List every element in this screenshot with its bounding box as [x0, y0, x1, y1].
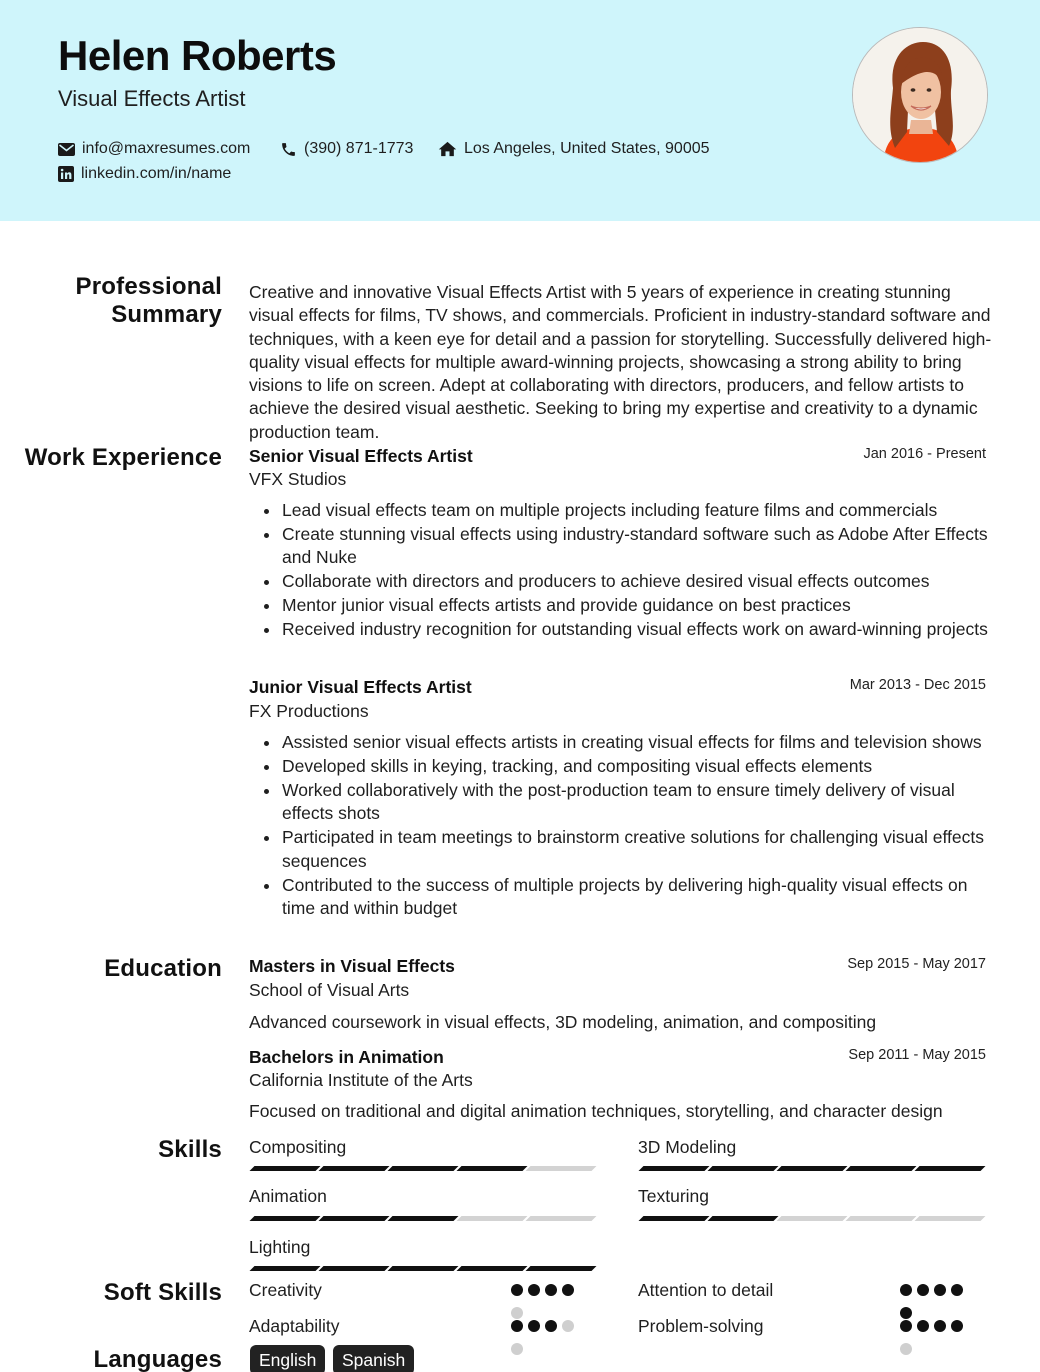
- skill-bar-segment: [319, 1216, 390, 1221]
- email-text: info@maxresumes.com: [82, 140, 251, 157]
- rating-dot: [511, 1320, 523, 1332]
- contact-location: [438, 140, 710, 158]
- rating-dot: [900, 1343, 912, 1355]
- skill-bar: [250, 1216, 597, 1221]
- skill-bar-segment: [319, 1166, 390, 1171]
- language-tag: English: [250, 1345, 325, 1372]
- edu-school: California Institute of the Arts: [249, 1070, 473, 1090]
- rating-dot: [511, 1284, 523, 1296]
- skill-bar: [250, 1166, 597, 1171]
- skill-bar-segment: [319, 1266, 390, 1271]
- edu-description: Focused on traditional and digital animation techniques, storytelling, and character design: [249, 1101, 943, 1121]
- job-bullets: [282, 731, 992, 921]
- section-title-soft-skills: Soft Skills: [103, 1279, 222, 1306]
- rating-dot: [545, 1320, 557, 1332]
- phone-icon: [280, 141, 297, 158]
- rating-dot: [562, 1320, 574, 1332]
- soft-skill-rating: [511, 1320, 587, 1366]
- skill-bar-segment: [777, 1166, 848, 1171]
- phone-text: (390) 871-1773: [304, 140, 414, 157]
- skill-bar-segment: [457, 1216, 528, 1221]
- edu-school: School of Visual Arts: [249, 980, 410, 1000]
- rating-dot: [934, 1320, 946, 1332]
- job-bullet: Received industry recognition for outstanding visual effects work on award-winning projects: [282, 618, 992, 641]
- edu-dates: Sep 2011 - May 2015: [848, 1047, 986, 1063]
- location-text: Los Angeles, United States, 90005: [464, 140, 710, 157]
- contact-phone[interactable]: [280, 140, 413, 158]
- linkedin-text: linkedin.com/in/name: [81, 165, 232, 182]
- skill-label: Texturing: [638, 1186, 710, 1206]
- job-bullet: Worked collaboratively with the post-production team to ensure timely delivery of visual effects shots: [282, 779, 992, 826]
- section-title-experience: Work Experience: [24, 444, 222, 471]
- soft-skill-label: Adaptability: [249, 1316, 340, 1336]
- edu-description: Advanced coursework in visual effects, 3D modeling, animation, and compositing: [249, 1012, 877, 1032]
- skill-bar: [250, 1266, 597, 1271]
- skill-bar-segment: [846, 1216, 917, 1221]
- skill-bar-segment: [708, 1166, 779, 1171]
- section-title-summary: Professional Summary: [75, 273, 222, 328]
- job-bullets: [282, 499, 992, 642]
- job-title: Junior Visual Effects Artist: [249, 677, 472, 697]
- rating-dot: [951, 1284, 963, 1296]
- job-bullet: Create stunning visual effects using industry-standard software such as Adobe After Effects and Nuke: [282, 523, 992, 570]
- skill-bar-segment: [388, 1166, 459, 1171]
- skill-bar-segment: [526, 1166, 597, 1171]
- rating-dot: [562, 1284, 574, 1296]
- soft-skill-label: Attention to detail: [638, 1280, 774, 1300]
- home-icon: [438, 141, 457, 157]
- candidate-role: Visual Effects Artist: [58, 86, 246, 111]
- skill-bar: [639, 1166, 986, 1171]
- soft-skill-label: Problem-solving: [638, 1316, 764, 1336]
- job-bullet: Assisted senior visual effects artists in creating visual effects for films and television shows: [282, 731, 992, 754]
- job-company: VFX Studios: [249, 469, 347, 489]
- skill-bar-segment: [457, 1166, 528, 1171]
- skill-bar-segment: [639, 1216, 710, 1221]
- skill-bar-segment: [250, 1166, 321, 1171]
- rating-dot: [528, 1320, 540, 1332]
- rating-dot: [900, 1284, 912, 1296]
- skill-bar-segment: [526, 1216, 597, 1221]
- skill-bar-segment: [526, 1266, 597, 1271]
- skill-bar-segment: [777, 1216, 848, 1221]
- skill-bar-segment: [708, 1216, 779, 1221]
- job-title: Senior Visual Effects Artist: [249, 446, 473, 466]
- section-title-education: Education: [104, 955, 222, 982]
- edu-degree: Bachelors in Animation: [249, 1047, 444, 1067]
- skill-bar-segment: [915, 1166, 986, 1171]
- job-bullet: Mentor junior visual effects artists and provide guidance on best practices: [282, 594, 992, 617]
- section-title-skills: Skills: [158, 1136, 222, 1163]
- edu-dates: Sep 2015 - May 2017: [847, 956, 986, 972]
- rating-dot: [951, 1320, 963, 1332]
- rating-dot: [900, 1307, 912, 1319]
- skill-label: Animation: [249, 1186, 327, 1206]
- skill-bar: [639, 1216, 986, 1221]
- skill-bar-segment: [915, 1216, 986, 1221]
- rating-dot: [917, 1284, 929, 1296]
- skill-bar-segment: [846, 1166, 917, 1171]
- job-company: FX Productions: [249, 701, 369, 721]
- skill-bar-segment: [388, 1266, 459, 1271]
- job-bullet: Participated in team meetings to brainstorm creative solutions for challenging visual effects sequences: [282, 826, 992, 873]
- edu-degree: Masters in Visual Effects: [249, 956, 455, 976]
- envelope-icon: [58, 143, 75, 156]
- rating-dot: [511, 1307, 523, 1319]
- skill-bar-segment: [457, 1266, 528, 1271]
- skill-bar-segment: [639, 1166, 710, 1171]
- header-band: [0, 0, 1040, 221]
- contact-email[interactable]: [58, 140, 250, 158]
- skill-bar-segment: [388, 1216, 459, 1221]
- rating-dot: [545, 1284, 557, 1296]
- skill-label: Lighting: [249, 1237, 311, 1257]
- job-bullet: Developed skills in keying, tracking, and compositing visual effects elements: [282, 755, 992, 778]
- profile-photo: [852, 27, 988, 163]
- rating-dot: [934, 1284, 946, 1296]
- candidate-name: Helen Roberts: [58, 32, 337, 79]
- language-tag: Spanish: [333, 1345, 414, 1372]
- contact-linkedin[interactable]: [58, 165, 231, 183]
- job-bullet: Collaborate with directors and producers to achieve desired visual effects outcomes: [282, 570, 992, 593]
- rating-dot: [900, 1320, 912, 1332]
- job-bullet: Lead visual effects team on multiple projects including feature films and commercials: [282, 499, 992, 522]
- soft-skill-label: Creativity: [249, 1280, 322, 1300]
- skill-bar-segment: [250, 1266, 321, 1271]
- section-title-languages: Languages: [93, 1346, 222, 1372]
- skill-bar-segment: [250, 1216, 321, 1221]
- soft-skill-rating: [900, 1320, 976, 1366]
- skill-label: Compositing: [249, 1137, 347, 1157]
- job-dates: Jan 2016 - Present: [863, 446, 986, 462]
- linkedin-icon: [58, 166, 74, 182]
- skill-label: 3D Modeling: [638, 1137, 737, 1157]
- rating-dot: [511, 1343, 523, 1355]
- rating-dot: [528, 1284, 540, 1296]
- summary-text: Creative and innovative Visual Effects Artist with 5 years of experience in creating stunning visual effects for films, TV shows, and commercials. Proficient in industry-standard software and techniques, with a keen eye for detail and a passion for storytelling. Successfully delivered high-quality visual effects for multiple award-winning projects, showcasing a strong ability to bring visions to life on screen. Adept at collaborating with directors, producers, and fellow artists to achieve the desired visual aesthetic. Seeking to bring my expertise and creativity to a dynamic production team.: [249, 282, 992, 442]
- job-bullet: Contributed to the success of multiple projects by delivering high-quality visual effects on time and within budget: [282, 874, 992, 921]
- rating-dot: [917, 1320, 929, 1332]
- job-dates: Mar 2013 - Dec 2015: [849, 677, 986, 693]
